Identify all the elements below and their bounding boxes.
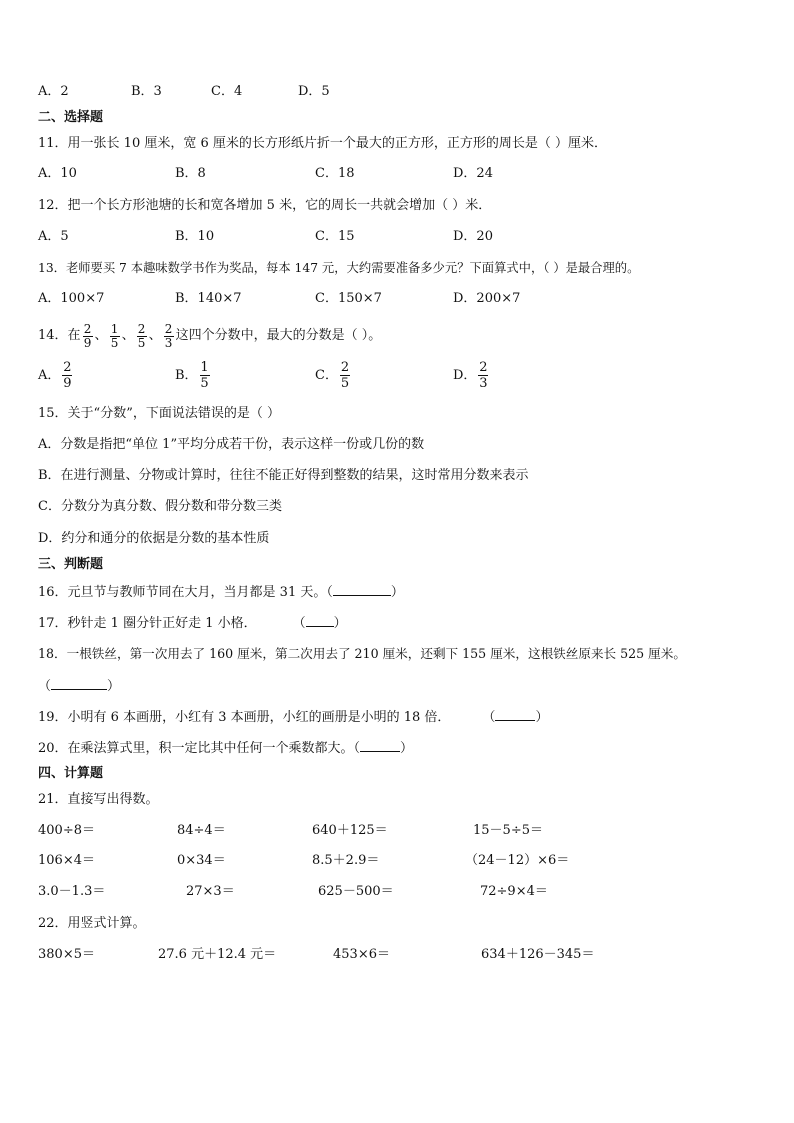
q15-option-d: D．约分和通分的依据是分数的基本性质 [38, 531, 270, 546]
calc-item: （24－12）×6＝ [465, 853, 570, 868]
q14-fraction-2: $\frac{1}{5}$ [110, 321, 119, 350]
section-heading-calc: 四、计算题 [38, 766, 104, 781]
question-22: 22．用竖式计算。 [38, 916, 146, 931]
section-heading-choice: 二、选择题 [38, 110, 104, 125]
calc-item: 400÷8＝ [38, 823, 95, 838]
section-heading-judge: 三、判断题 [38, 557, 104, 572]
q14-fraction-1: $\frac{2}{9}$ [83, 321, 92, 350]
question-20: 20．在乘法算式里，积一定比其中任何一个乘数都大。（ ） [38, 741, 414, 756]
q12-option-d: D．20 [453, 229, 493, 244]
calc-item: 72÷9×4＝ [480, 884, 548, 899]
q10-option-d: D．5 [298, 84, 330, 99]
question-13: 13．老师要买 7 本趣味数学书作为奖品，每本 147 元，大约需要准备多少元？下面算式中，（ ）是最合理的。 [38, 261, 640, 275]
q11-option-d: D．24 [453, 166, 493, 181]
calc-item: 27×3＝ [186, 884, 235, 899]
q13-option-b: B．140×7 [175, 291, 242, 306]
q14-separator: 、 [148, 328, 162, 343]
answer-blank[interactable] [306, 614, 334, 627]
question-21: 21．直接写出得数。 [38, 792, 159, 807]
vertical-calc-item: 634＋126－345＝ [481, 947, 595, 962]
vertical-calc-item: 453×6＝ [333, 947, 390, 962]
calc-item: 15－5÷5＝ [473, 823, 543, 838]
question-17: 17．秒针走 1 圈分针正好走 1 小格． （ ） [38, 616, 347, 631]
calc-item: 106×4＝ [38, 853, 95, 868]
q12-option-a: A．5 [38, 229, 69, 244]
q14-fraction-4: $\frac{2}{3}$ [164, 321, 173, 350]
question-11: 11．用一张长 10 厘米，宽 6 厘米的长方形纸片折一个最大的正方形，正方形的周长是（ ）厘米． [38, 136, 608, 151]
q11-option-a: A．10 [38, 166, 77, 181]
q13-option-d: D．200×7 [453, 291, 521, 306]
answer-blank[interactable] [360, 739, 400, 752]
q14-fraction-3: $\frac{2}{5}$ [137, 321, 146, 350]
calc-item: 84÷4＝ [177, 823, 226, 838]
question-16: 16．元旦节与教师节同在大月，当月都是 31 天。（ ） [38, 585, 404, 600]
question-18: 18．一根铁丝，第一次用去了 160 厘米，第二次用去了 210 厘米，还剩下 155 厘米，这根铁丝原来长 525 厘米。 [38, 646, 686, 661]
q13-option-c: C．150×7 [315, 291, 382, 306]
vertical-calc-item: 380×5＝ [38, 947, 95, 962]
q11-option-c: C．18 [315, 166, 355, 181]
question-18-answer: （ ） [38, 679, 121, 694]
q14-separator: 、 [94, 328, 108, 343]
calc-item: 625－500＝ [318, 884, 394, 899]
q14-suffix: 这四个分数中，最大的分数是（ ）。 [175, 328, 382, 343]
calc-item: 8.5＋2.9＝ [312, 853, 380, 868]
calc-item: 3.0－1.3＝ [38, 884, 106, 899]
answer-blank[interactable] [51, 677, 107, 690]
answer-blank[interactable] [495, 708, 535, 721]
vertical-calc-item: 27.6 元＋12.4 元＝ [158, 947, 277, 962]
q11-option-b: B．8 [175, 166, 206, 181]
q12-option-c: C．15 [315, 229, 355, 244]
question-12: 12．把一个长方形池塘的长和宽各增加 5 米，它的周长一共就会增加（ ）米． [38, 198, 492, 213]
q14-option-b: B． $\frac{1}{5}$ [175, 360, 209, 391]
q15-option-a: A．分数是指把“单位 1”平均分成若干份，表示这样一份或几份的数 [38, 437, 425, 452]
question-14 [38, 319, 381, 353]
calc-item: 0×34＝ [177, 853, 226, 868]
calc-item: 640＋125＝ [312, 823, 388, 838]
q14-option-a: A． $\frac{2}{9}$ [38, 360, 72, 391]
q14-option-d: D． $\frac{2}{3}$ [453, 360, 488, 391]
q14-separator: 、 [121, 328, 135, 343]
question-19: 19．小明有 6 本画册，小红有 3 本画册，小红的画册是小明的 18 倍． （ ） [38, 710, 549, 725]
q14-option-c: C． $\frac{2}{5}$ [315, 360, 350, 391]
q13-option-a: A．100×7 [38, 291, 105, 306]
q14-prefix: 14．在 [38, 328, 81, 343]
q10-option-b: B．3 [131, 84, 162, 99]
q12-option-b: B．10 [175, 229, 215, 244]
q15-option-c: C．分数分为真分数、假分数和带分数三类 [38, 499, 282, 514]
answer-blank[interactable] [333, 583, 391, 596]
question-15: 15．关于“分数”，下面说法错误的是（ ） [38, 406, 280, 421]
q10-option-c: C．4 [211, 84, 243, 99]
q10-option-a: A．2 [38, 84, 69, 99]
q15-option-b: B．在进行测量、分物或计算时，往往不能正好得到整数的结果，这时常用分数来表示 [38, 468, 529, 483]
